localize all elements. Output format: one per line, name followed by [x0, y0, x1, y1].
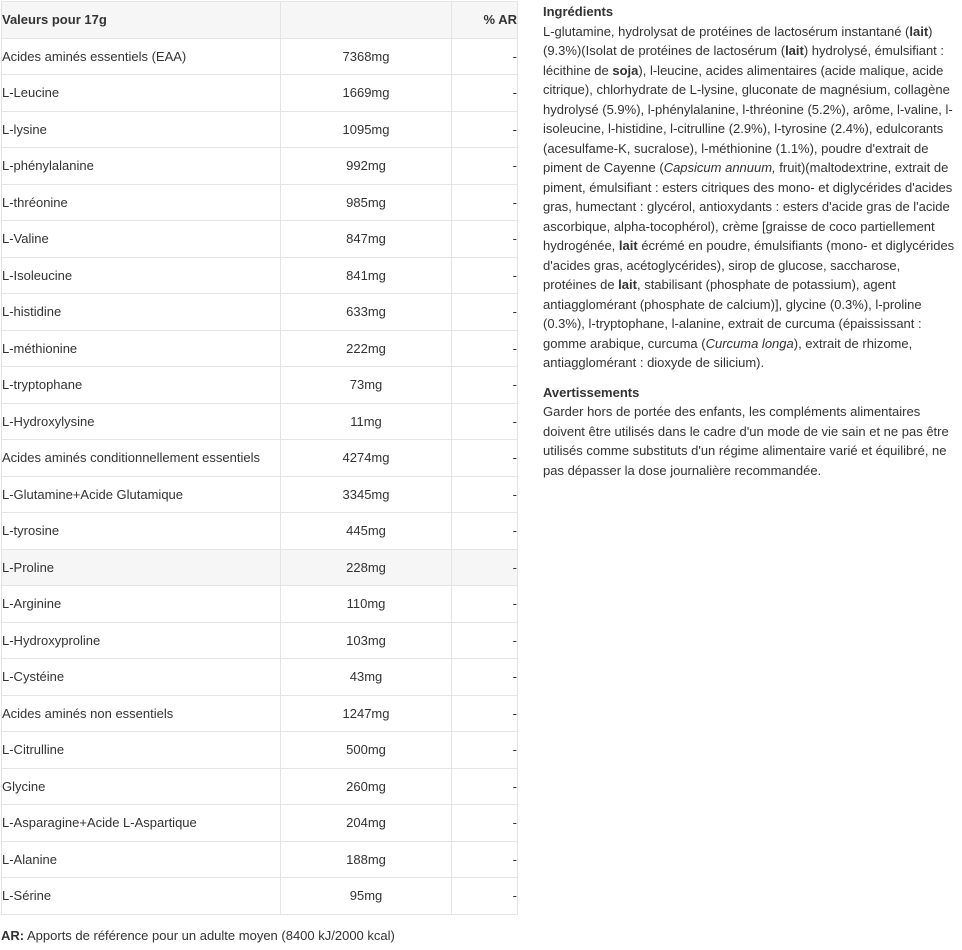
nutrient-value: 992mg [281, 148, 452, 185]
nutrient-ar: - [452, 367, 518, 404]
nutrient-name: L-Citrulline [2, 732, 281, 769]
table-row [2, 622, 518, 659]
nutrient-value: 11mg [281, 403, 452, 440]
nutrient-value: 500mg [281, 732, 452, 769]
table-row [2, 476, 518, 513]
nutrient-name: L-Asparagine+Acide L-Aspartique [2, 805, 281, 842]
nutrient-ar: - [452, 221, 518, 258]
nutrient-ar: - [452, 513, 518, 550]
table-row [2, 513, 518, 550]
table-row [2, 111, 518, 148]
nutrient-ar: - [452, 38, 518, 75]
nutrient-value: 4274mg [281, 440, 452, 477]
table-group-row [2, 440, 518, 477]
nutrient-name: L-phénylalanine [2, 148, 281, 185]
nutrient-name: L-tyrosine [2, 513, 281, 550]
nutrient-ar: - [452, 549, 518, 586]
nutrient-name: L-Cystéine [2, 659, 281, 696]
warnings-title: Avertissements [543, 384, 640, 400]
nutrient-name: Glycine [2, 768, 281, 805]
nutrient-name: Acides aminés essentiels (EAA) [2, 38, 281, 75]
nutrient-name: L-Sérine [2, 878, 281, 915]
nutrient-name: Acides aminés conditionnellement essentiels [2, 440, 281, 477]
nutrient-name: L-Arginine [2, 586, 281, 623]
allergen-text: lait [618, 277, 637, 292]
table-row [2, 367, 518, 404]
nutrient-value: 847mg [281, 221, 452, 258]
nutrient-value: 43mg [281, 659, 452, 696]
ingredients-segment: ) hydrolysé, émulsifiant : lécithine de [543, 43, 945, 78]
table-row [2, 75, 518, 112]
nutrient-ar: - [452, 111, 518, 148]
ingredients-segment: L-glutamine, hydrolysat de protéines de lactosérum instantané ( [543, 23, 910, 39]
table-row [2, 184, 518, 221]
header-value [281, 2, 452, 39]
nutrient-name: L-thréonine [2, 184, 281, 221]
allergen-text: lait [909, 23, 929, 39]
nutrient-value: 841mg [281, 257, 452, 294]
nutrient-name: L-histidine [2, 294, 281, 331]
nutrient-value: 95mg [281, 878, 452, 915]
ingredients-segment: , stabilisant (phosphate de potassium), agent antiagglomérant (phosphate de calcium)], glycine (0.3%), l-proline (0.3%), l-tryptophane, l-alanine, extrait de curcuma (épaississant : gomme arabique, curcuma ( [543, 277, 922, 351]
nutrient-ar: - [452, 586, 518, 623]
nutrient-name: Acides aminés non essentiels [2, 695, 281, 732]
product-info-panel [543, 2, 955, 480]
footnote [1, 928, 395, 943]
allergen-text: lait [785, 43, 804, 58]
nutrient-ar: - [452, 294, 518, 331]
nutrient-name: L-Alanine [2, 841, 281, 878]
footnote-text: Apports de référence pour un adulte moyen (8400 kJ/2000 kcal) [24, 928, 395, 943]
nutrient-name: L-Isoleucine [2, 257, 281, 294]
table-row [2, 221, 518, 258]
nutrient-ar: - [452, 659, 518, 696]
table-row [2, 732, 518, 769]
table-row [2, 586, 518, 623]
nutrient-value: 222mg [281, 330, 452, 367]
table-row [2, 148, 518, 185]
table-group-row [2, 695, 518, 732]
nutrient-name: L-Glutamine+Acide Glutamique [2, 476, 281, 513]
nutrient-name: L-méthionine [2, 330, 281, 367]
header-serving: Valeurs pour 17g [2, 2, 281, 39]
nutrition-table [1, 1, 518, 915]
table-body [2, 38, 518, 914]
nutrient-value: 1247mg [281, 695, 452, 732]
nutrient-name: L-Hydroxylysine [2, 403, 281, 440]
nutrient-ar: - [452, 768, 518, 805]
nutrient-value: 445mg [281, 513, 452, 550]
nutrient-ar: - [452, 330, 518, 367]
nutrient-value: 3345mg [281, 476, 452, 513]
table-group-row [2, 38, 518, 75]
nutrient-ar: - [452, 841, 518, 878]
nutrient-name: L-tryptophane [2, 367, 281, 404]
nutrient-value: 204mg [281, 805, 452, 842]
nutrient-name: L-Valine [2, 221, 281, 258]
nutrient-value: 7368mg [281, 38, 452, 75]
nutrient-value: 228mg [281, 549, 452, 586]
warnings-text: Garder hors de portée des enfants, les compléments alimentaires doivent être utilisés dans le cadre d'un mode de vie sain et ne pas être utilisés comme substituts d'un régime alimentaire varié et équilibré, ne pas dépasser la dose journalière recommandée. [543, 404, 949, 478]
nutrient-value: 73mg [281, 367, 452, 404]
nutrient-value: 103mg [281, 622, 452, 659]
nutrient-ar: - [452, 440, 518, 477]
nutrient-ar: - [452, 75, 518, 112]
nutrient-value: 110mg [281, 586, 452, 623]
nutrient-ar: - [452, 695, 518, 732]
nutrient-name: L-Leucine [2, 75, 281, 112]
nutrient-name: L-Proline [2, 549, 281, 586]
table-header-row [2, 2, 518, 39]
table-row [2, 841, 518, 878]
nutrient-ar: - [452, 622, 518, 659]
ingredients-title: Ingrédients [543, 4, 614, 19]
nutrient-ar: - [452, 403, 518, 440]
table-row [2, 659, 518, 696]
nutrient-value: 633mg [281, 294, 452, 331]
nutrient-ar: - [452, 148, 518, 185]
ingredients-segment: ) (9.3%)(Isolat de protéines de lactosérum ( [543, 23, 933, 58]
table-row [2, 294, 518, 331]
table-row [2, 403, 518, 440]
nutrient-ar: - [452, 732, 518, 769]
ingredients-segment: ), l-leucine, acides alimentaires (acide malique, acide citrique), chlorhydrate de L-lysine, gluconate de magnésium, collagène hydrolysé (5.9%), l-phénylalanine, l-thréonine (5.2%), arôme, l-valine, l-isoleucine, l-histidine, l-citrulline (2.9%), l-tyrosine (2.4%), edulcorants (acesulfame-K, sucralose), l-méthionine (1.1%), poudre d'extrait de piment de Cayenne ( [543, 62, 953, 175]
allergen-text: lait [618, 238, 638, 253]
table-row [2, 549, 518, 586]
nutrient-ar: - [452, 257, 518, 294]
ingredients-text [543, 22, 955, 373]
nutrient-name: L-Hydroxyproline [2, 622, 281, 659]
nutrient-ar: - [452, 878, 518, 915]
nutrient-ar: - [452, 476, 518, 513]
table-row [2, 257, 518, 294]
nutrient-value: 1095mg [281, 111, 452, 148]
nutrient-value: 985mg [281, 184, 452, 221]
table-row [2, 805, 518, 842]
latin-name-text: Capsicum annuum, [663, 160, 776, 175]
ingredients-segment: écrémé en poudre, émulsifiants (mono- et diglycérides d'acides gras, acétoglycérides), sirop de glucose, saccharose, protéines de [543, 238, 955, 292]
allergen-text: soja [612, 62, 639, 78]
latin-name-text: Curcuma longa [705, 335, 794, 351]
nutrient-ar: - [452, 805, 518, 842]
nutrient-value: 188mg [281, 841, 452, 878]
ingredients-segment: ), extrait de rhizome, antiagglomérant : dioxyde de silicium). [543, 335, 913, 370]
table-row [2, 330, 518, 367]
table-row [2, 878, 518, 915]
header-ar: % AR [452, 2, 518, 39]
nutrient-ar: - [452, 184, 518, 221]
nutrient-name: L-lysine [2, 111, 281, 148]
nutrient-value: 1669mg [281, 75, 452, 112]
footnote-label: AR: [1, 928, 25, 943]
ingredients-segment: fruit)(maltodextrine, extrait de piment, émulsifiant : esters citriques des mono- et diglycérides d'acides gras, humectant : glycérol, antioxydants : esters d'acide gras de l'acide ascorbique, alpha-tocophérol), crème [graisse de coco partiellement hydrogénée, [543, 160, 953, 253]
table-row [2, 768, 518, 805]
nutrient-value: 260mg [281, 768, 452, 805]
